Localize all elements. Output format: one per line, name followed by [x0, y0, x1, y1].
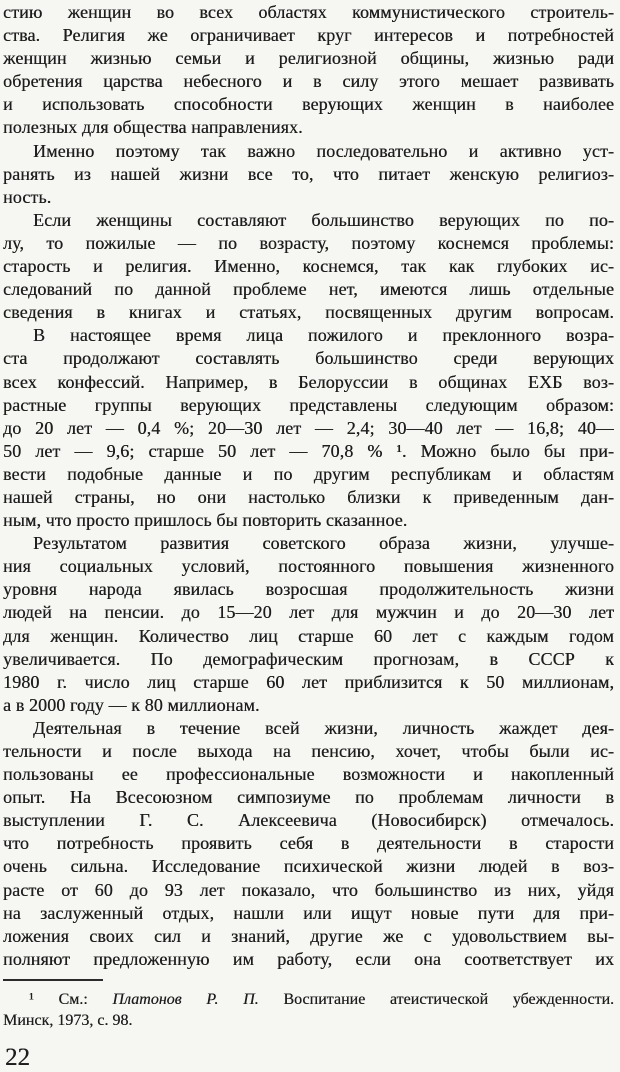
text-line: а в 2000 году — к 80 миллионам. — [3, 694, 260, 715]
text-line: ста продолжают составлять большинство среди верующих — [3, 348, 614, 369]
text-line: 1980 г. число лиц старше 60 лет приблизится к 50 миллионам, — [3, 671, 614, 692]
footnote-author: Платонов Р. П. — [112, 990, 259, 1008]
footnote-continuation: Минск, 1973, с. 98. — [3, 1011, 133, 1029]
text-line: Деятельная в течение всей жизни, личность жаждет дея- — [33, 717, 614, 738]
text-line: нашей страны, но они настолько близки к приведенным дан- — [3, 486, 614, 507]
text-line: стию женщин во всех областях коммунистического строитель- — [3, 2, 614, 22]
text-line: сведения в книгах и статьях, посвященных другим вопросам. — [3, 302, 614, 323]
text-line: В настоящее время лица пожилого и преклонного возра- — [33, 325, 614, 346]
text-line: ства. Религия же ограничивает круг интересов и потребностей — [3, 25, 614, 46]
text-line: увеличивается. По демографическим прогнозам, в СССР к — [3, 648, 614, 669]
text-line: старость и религия. Именно, коснемся, так как глубоких ис- — [3, 256, 614, 277]
text-line: обретения царства небесного и в силу этого мешает развивать — [3, 71, 614, 92]
footnote-reference — [3, 989, 614, 1010]
page-number: 22 — [5, 1043, 30, 1071]
text-line: 50 лет — 9,6; старше 50 лет — 70,8 % ¹. Можно было бы при- — [3, 440, 614, 461]
paragraph — [3, 717, 614, 971]
footnote-marker: ¹ См.: — [29, 990, 113, 1008]
text-line: растные группы верующих представлены следующим образом: — [3, 394, 614, 415]
text-line: полняют предложенную им работу, если она соответствует их — [3, 948, 614, 969]
paragraph — [3, 324, 614, 532]
text-line: женщин жизнью семьи и религиозной общины, жизнью ради — [3, 48, 614, 69]
text-line: очень сильна. Исследование психической жизни людей в воз- — [3, 856, 614, 877]
text-line: пользованы ее профессиональные возможности и накопленный — [3, 764, 614, 785]
text-line: лу, то пожилые — по возрасту, поэтому коснемся проблемы: — [3, 232, 614, 253]
text-line: ния социальных условий, постоянного повышения жизненного — [3, 556, 614, 577]
text-line: опыт. На Всесоюзном симпозиуме по проблемам личности в — [3, 787, 614, 808]
text-line: вести подобные данные и по другим республикам и областям — [3, 463, 614, 484]
text-line: Результатом развития советского образа жизни, улучше- — [33, 533, 614, 554]
text-line: следований по данной проблеме нет, имеются лишь отдельные — [3, 279, 614, 300]
text-line: ранять из нашей жизни все то, что питает женскую религиоз- — [3, 163, 614, 184]
text-line: всех конфессий. Например, в Белоруссии в общинах ЕХБ воз- — [3, 371, 614, 392]
paragraph — [3, 209, 614, 324]
text-line: полезных для общества направлениях. — [3, 117, 303, 138]
text-block — [3, 1, 614, 971]
text-line: расте от 60 до 93 лет показало, что большинство из них, уйдя — [3, 879, 614, 900]
text-line: уровня народа явилась возросшая продолжительность жизни — [3, 579, 614, 600]
text-line: тельности и после выхода на пенсию, хочет, чтобы были ис- — [3, 741, 614, 761]
text-line: для женщин. Количество лиц старше 60 лет с каждым годом — [3, 625, 614, 646]
paragraph — [3, 532, 614, 717]
footnote-divider — [3, 979, 103, 981]
footnote-title: Воспитание атеистической убежденности. — [258, 990, 614, 1008]
paragraph — [3, 1, 614, 140]
footnote — [3, 979, 614, 1031]
text-line: Именно поэтому так важно последовательно и активно уст- — [33, 140, 614, 161]
text-line: ность. — [3, 186, 52, 207]
text-line: на заслуженный отдых, нашли или ищут новые пути для при- — [3, 902, 614, 923]
text-line: ным, что просто пришлось бы повторить сказанное. — [3, 510, 408, 531]
text-line: до 20 лет — 0,4 %; 20—30 лет — 2,4; 30—40 лет — 16,8; 40— — [3, 417, 614, 438]
paragraph — [3, 140, 614, 209]
text-line: что потребность проявить себя в деятельности в старости — [3, 833, 614, 854]
text-line: и использовать способности верующих женщин в наиболее — [3, 94, 614, 115]
text-line: выступлении Г. С. Алексеевича (Новосибирск) отмечалось. — [3, 810, 614, 831]
text-line: Если женщины составляют большинство верующих по по- — [33, 209, 614, 230]
text-line: людей на пенсии. до 15—20 лет для мужчин и до 20—30 лет — [3, 602, 614, 623]
text-line: ложения своих сил и знаний, другие же с удовольствием вы- — [3, 925, 614, 946]
